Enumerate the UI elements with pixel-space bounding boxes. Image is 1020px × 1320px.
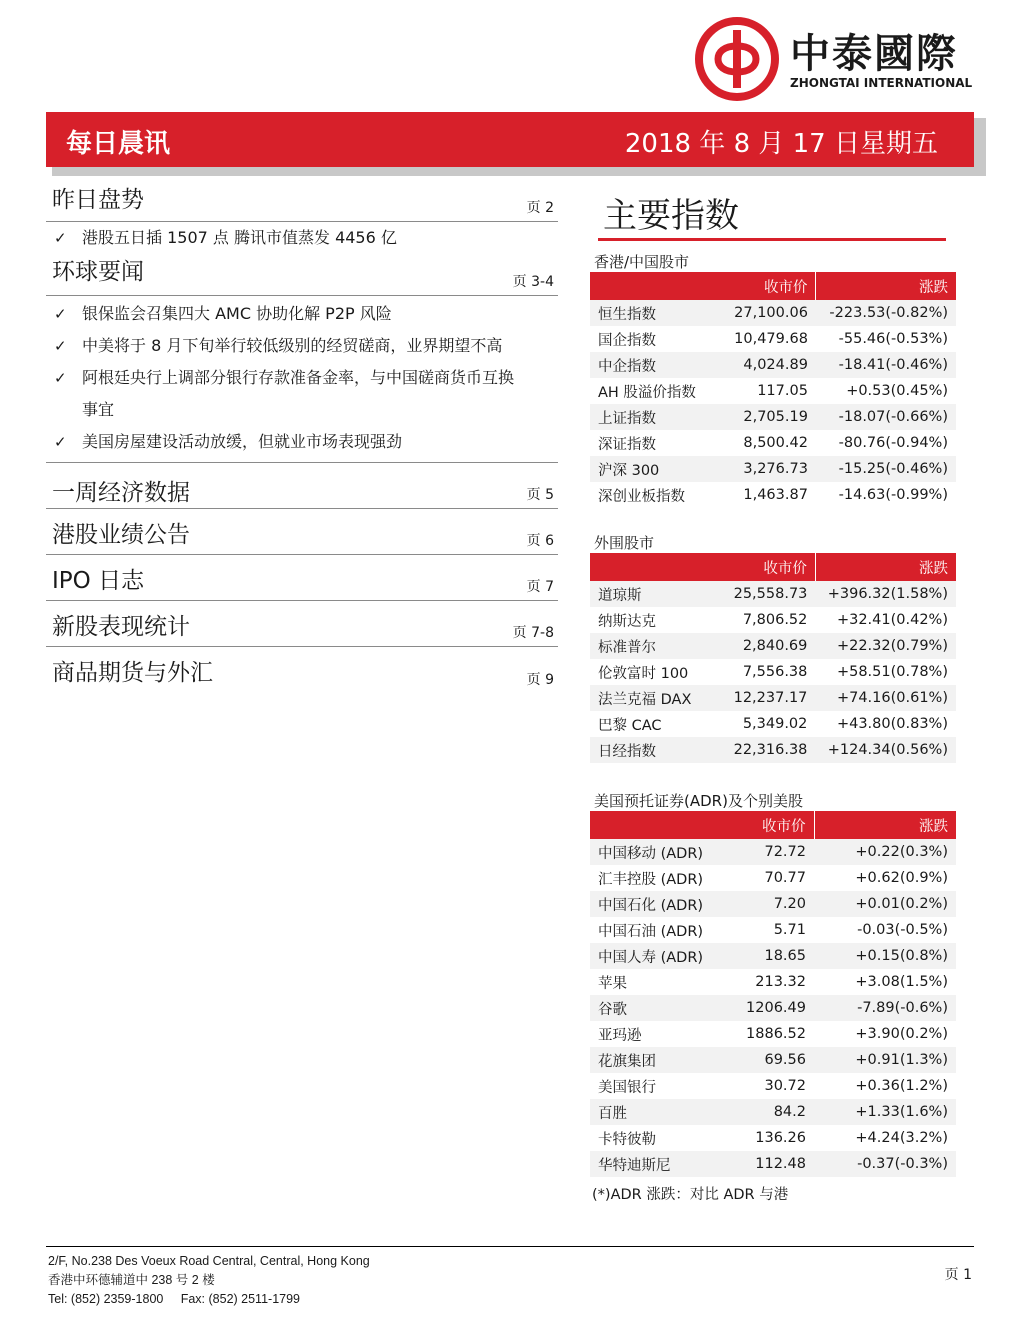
report-date: 2018 年 8 月 17 日星期五 bbox=[624, 129, 938, 159]
close-price-cell: 5.71 bbox=[734, 917, 814, 943]
close-price-cell: 3,276.73 bbox=[726, 456, 816, 482]
table-row bbox=[590, 711, 956, 737]
toc-bullet bbox=[46, 426, 516, 458]
header-name bbox=[590, 553, 726, 581]
close-price-cell: 10,479.68 bbox=[726, 326, 816, 352]
check-icon: ✓ bbox=[54, 369, 67, 387]
toc-page-ref: 页 2 bbox=[526, 200, 554, 216]
table-row bbox=[590, 917, 956, 943]
toc-section-title: 环球要闻 bbox=[52, 259, 144, 285]
table-row bbox=[590, 378, 956, 404]
toc-page-ref: 页 7 bbox=[526, 579, 554, 595]
index-name-cell: 谷歌 bbox=[590, 995, 734, 1021]
close-price-cell: 69.56 bbox=[734, 1047, 814, 1073]
change-cell: +124.34(0.56%) bbox=[815, 737, 956, 763]
change-cell: -0.03(-0.5%) bbox=[814, 917, 956, 943]
toc-section-title: 昨日盘势 bbox=[52, 187, 144, 213]
table-of-contents bbox=[46, 184, 558, 693]
toc-section-title: 一周经济数据 bbox=[52, 480, 190, 506]
index-name-cell: 美国银行 bbox=[590, 1073, 734, 1099]
change-cell: +3.90(0.2%) bbox=[814, 1021, 956, 1047]
close-price-cell: 1206.49 bbox=[734, 995, 814, 1021]
table-row bbox=[590, 300, 956, 326]
header-change: 涨跌 bbox=[814, 811, 956, 839]
change-cell: -18.07(-0.66%) bbox=[816, 404, 956, 430]
index-name-cell: 华特迪斯尼 bbox=[590, 1151, 734, 1177]
table-row bbox=[590, 326, 956, 352]
close-price-cell: 1,463.87 bbox=[726, 482, 816, 508]
index-name-cell: 中国移动 (ADR) bbox=[590, 839, 734, 865]
table-row bbox=[590, 969, 956, 995]
table-row bbox=[590, 456, 956, 482]
brand-name-en: ZHONGTAI INTERNATIONAL bbox=[790, 76, 973, 90]
change-cell: +0.53(0.45%) bbox=[816, 378, 956, 404]
toc-section[interactable] bbox=[46, 647, 558, 693]
toc-section[interactable] bbox=[46, 256, 558, 296]
indices-title: 主要指数 bbox=[603, 196, 739, 236]
header-close: 收市价 bbox=[734, 811, 814, 839]
change-cell: -0.37(-0.3%) bbox=[814, 1151, 956, 1177]
report-title: 每日晨讯 bbox=[66, 129, 171, 159]
index-name-cell: 花旗集团 bbox=[590, 1047, 734, 1073]
change-cell: +43.80(0.83%) bbox=[815, 711, 956, 737]
index-name-cell: 道琼斯 bbox=[590, 581, 726, 607]
index-name-cell: 中国石化 (ADR) bbox=[590, 891, 734, 917]
change-cell: -7.89(-0.6%) bbox=[814, 995, 956, 1021]
change-cell: +74.16(0.61%) bbox=[815, 685, 956, 711]
table-row bbox=[590, 737, 956, 763]
table-row bbox=[590, 839, 956, 865]
check-icon: ✓ bbox=[54, 229, 67, 247]
index-name-cell: 苹果 bbox=[590, 969, 734, 995]
toc-section[interactable] bbox=[46, 509, 558, 555]
index-name-cell: 恒生指数 bbox=[590, 300, 726, 326]
check-icon: ✓ bbox=[54, 337, 67, 355]
close-price-cell: 213.32 bbox=[734, 969, 814, 995]
change-cell: +32.41(0.42%) bbox=[815, 607, 956, 633]
company-logo bbox=[694, 14, 973, 104]
close-price-cell: 70.77 bbox=[734, 865, 814, 891]
close-price-cell: 1886.52 bbox=[734, 1021, 814, 1047]
change-cell: -80.76(-0.94%) bbox=[816, 430, 956, 456]
index-name-cell: 纳斯达克 bbox=[590, 607, 726, 633]
change-cell: +0.22(0.3%) bbox=[814, 839, 956, 865]
index-name-cell: 国企指数 bbox=[590, 326, 726, 352]
close-price-cell: 7,556.38 bbox=[726, 659, 816, 685]
table-row bbox=[590, 1073, 956, 1099]
title-banner bbox=[46, 112, 974, 167]
index-name-cell: 沪深 300 bbox=[590, 456, 726, 482]
footer-rule bbox=[46, 1246, 974, 1247]
header-close: 收市价 bbox=[726, 272, 816, 300]
footer-address bbox=[48, 1252, 370, 1309]
index-name-cell: 深创业板指数 bbox=[590, 482, 726, 508]
change-cell: +0.62(0.9%) bbox=[814, 865, 956, 891]
address-en: 2/F, No.238 Des Voeux Road Central, Central, Hong Kong bbox=[48, 1254, 370, 1268]
toc-section[interactable] bbox=[46, 555, 558, 601]
brand-name-cn: 中泰國際 bbox=[790, 31, 958, 77]
index-name-cell: 亚玛逊 bbox=[590, 1021, 734, 1047]
change-cell: +0.01(0.2%) bbox=[814, 891, 956, 917]
toc-page-ref: 页 7-8 bbox=[512, 625, 554, 641]
close-price-cell: 27,100.06 bbox=[726, 300, 816, 326]
header-name bbox=[590, 811, 734, 839]
index-name-cell: 巴黎 CAC bbox=[590, 711, 726, 737]
index-name-cell: 卡特彼勒 bbox=[590, 1125, 734, 1151]
index-name-cell: 汇丰控股 (ADR) bbox=[590, 865, 734, 891]
toc-bullet bbox=[46, 362, 516, 426]
change-cell: -55.46(-0.53%) bbox=[816, 326, 956, 352]
table-caption: 外围股市 bbox=[594, 534, 655, 552]
index-name-cell: 百胜 bbox=[590, 1099, 734, 1125]
index-name-cell: AH 股溢价指数 bbox=[590, 378, 726, 404]
change-cell: +0.36(1.2%) bbox=[814, 1073, 956, 1099]
toc-bullet bbox=[46, 298, 516, 330]
close-price-cell: 30.72 bbox=[734, 1073, 814, 1099]
page-number: 页 1 bbox=[944, 1267, 972, 1283]
toc-page-ref: 页 5 bbox=[526, 487, 554, 503]
table-row bbox=[590, 482, 956, 508]
bullet-text: 阿根廷央行上调部分银行存款准备金率，与中国磋商货币互换事宜 bbox=[82, 368, 515, 419]
close-price-cell: 25,558.73 bbox=[726, 581, 816, 607]
close-price-cell: 7,806.52 bbox=[726, 607, 816, 633]
indices-table bbox=[590, 553, 956, 763]
header-change: 涨跌 bbox=[816, 272, 956, 300]
close-price-cell: 5,349.02 bbox=[726, 711, 816, 737]
close-price-cell: 7.20 bbox=[734, 891, 814, 917]
zhongtai-logo-icon bbox=[694, 16, 780, 102]
close-price-cell: 2,705.19 bbox=[726, 404, 816, 430]
close-price-cell: 22,316.38 bbox=[726, 737, 816, 763]
change-cell: +3.08(1.5%) bbox=[814, 969, 956, 995]
index-name-cell: 法兰克福 DAX bbox=[590, 685, 726, 711]
header-close: 收市价 bbox=[726, 553, 816, 581]
toc-page-ref: 页 6 bbox=[526, 533, 554, 549]
change-cell: +1.33(1.6%) bbox=[814, 1099, 956, 1125]
indices-table bbox=[590, 811, 956, 1177]
change-cell: +58.51(0.78%) bbox=[815, 659, 956, 685]
bullet-text: 美国房屋建设活动放缓，但就业市场表现强劲 bbox=[82, 432, 403, 451]
close-price-cell: 112.48 bbox=[734, 1151, 814, 1177]
table-row bbox=[590, 943, 956, 969]
change-cell: +0.91(1.3%) bbox=[814, 1047, 956, 1073]
table-row bbox=[590, 352, 956, 378]
close-price-cell: 4,024.89 bbox=[726, 352, 816, 378]
change-cell: +396.32(1.58%) bbox=[815, 581, 956, 607]
close-price-cell: 8,500.42 bbox=[726, 430, 816, 456]
index-name-cell: 标准普尔 bbox=[590, 633, 726, 659]
bullet-text: 银保监会召集四大 AMC 协助化解 P2P 风险 bbox=[82, 304, 392, 323]
toc-page-ref: 页 3-4 bbox=[512, 274, 554, 290]
change-cell: +4.24(3.2%) bbox=[814, 1125, 956, 1151]
indices-rule bbox=[598, 238, 946, 241]
header-change: 涨跌 bbox=[815, 553, 956, 581]
toc-section-title: 商品期货与外汇 bbox=[52, 660, 213, 686]
table-row bbox=[590, 1099, 956, 1125]
change-cell: -14.63(-0.99%) bbox=[816, 482, 956, 508]
change-cell: -15.25(-0.46%) bbox=[816, 456, 956, 482]
bullet-text: 港股五日插 1507 点 腾讯市值蒸发 4456 亿 bbox=[82, 228, 397, 247]
header-name bbox=[590, 272, 726, 300]
table-row bbox=[590, 659, 956, 685]
table-row bbox=[590, 404, 956, 430]
toc-section[interactable] bbox=[46, 601, 558, 647]
toc-section-title: 新股表现统计 bbox=[52, 614, 190, 640]
contact-line: Tel: (852) 2359-1800 Fax: (852) 2511-1799 bbox=[48, 1292, 301, 1306]
index-name-cell: 日经指数 bbox=[590, 737, 726, 763]
close-price-cell: 12,237.17 bbox=[726, 685, 816, 711]
close-price-cell: 72.72 bbox=[734, 839, 814, 865]
adr-note: (*)ADR 涨跌：对比 ADR 与港 bbox=[592, 1187, 789, 1203]
check-icon: ✓ bbox=[54, 433, 67, 451]
index-name-cell: 上证指数 bbox=[590, 404, 726, 430]
table-caption: 美国预托证券(ADR)及个别美股 bbox=[594, 792, 803, 810]
index-name-cell: 深证指数 bbox=[590, 430, 726, 456]
table-row bbox=[590, 581, 956, 607]
table-row bbox=[590, 891, 956, 917]
close-price-cell: 18.65 bbox=[734, 943, 814, 969]
change-cell: -18.41(-0.46%) bbox=[816, 352, 956, 378]
table-row bbox=[590, 995, 956, 1021]
index-name-cell: 中企指数 bbox=[590, 352, 726, 378]
table-row bbox=[590, 607, 956, 633]
close-price-cell: 84.2 bbox=[734, 1099, 814, 1125]
index-name-cell: 中国石油 (ADR) bbox=[590, 917, 734, 943]
close-price-cell: 2,840.69 bbox=[726, 633, 816, 659]
toc-section[interactable] bbox=[46, 463, 558, 509]
toc-bullet bbox=[46, 330, 516, 362]
adr-stocks bbox=[590, 791, 956, 1204]
change-cell: +0.15(0.8%) bbox=[814, 943, 956, 969]
toc-bullet-list bbox=[46, 296, 558, 463]
toc-section-title: IPO 日志 bbox=[52, 568, 145, 594]
table-caption: 香港/中国股市 bbox=[594, 253, 690, 271]
bullet-text: 中美将于 8 月下旬举行较低级别的经贸磋商，业界期望不高 bbox=[82, 336, 503, 355]
close-price-cell: 136.26 bbox=[734, 1125, 814, 1151]
overseas-indices bbox=[590, 533, 956, 763]
table-row bbox=[590, 1021, 956, 1047]
check-icon: ✓ bbox=[54, 305, 67, 323]
address-cn: 香港中环德辅道中 238 号 2 楼 bbox=[48, 1273, 215, 1287]
toc-section-title: 港股业绩公告 bbox=[52, 522, 190, 548]
table-row bbox=[590, 1125, 956, 1151]
table-row bbox=[590, 1151, 956, 1177]
change-cell: -223.53(-0.82%) bbox=[816, 300, 956, 326]
table-row bbox=[590, 1047, 956, 1073]
index-name-cell: 中国人寿 (ADR) bbox=[590, 943, 734, 969]
table-row bbox=[590, 685, 956, 711]
toc-bullet bbox=[46, 222, 516, 254]
hk-china-indices bbox=[590, 252, 956, 508]
indices-table bbox=[590, 272, 956, 508]
change-cell: +22.32(0.79%) bbox=[815, 633, 956, 659]
close-price-cell: 117.05 bbox=[726, 378, 816, 404]
table-row bbox=[590, 430, 956, 456]
table-row bbox=[590, 865, 956, 891]
table-row bbox=[590, 633, 956, 659]
toc-section[interactable] bbox=[46, 184, 558, 222]
toc-page-ref: 页 9 bbox=[526, 672, 554, 688]
index-name-cell: 伦敦富时 100 bbox=[590, 659, 726, 685]
